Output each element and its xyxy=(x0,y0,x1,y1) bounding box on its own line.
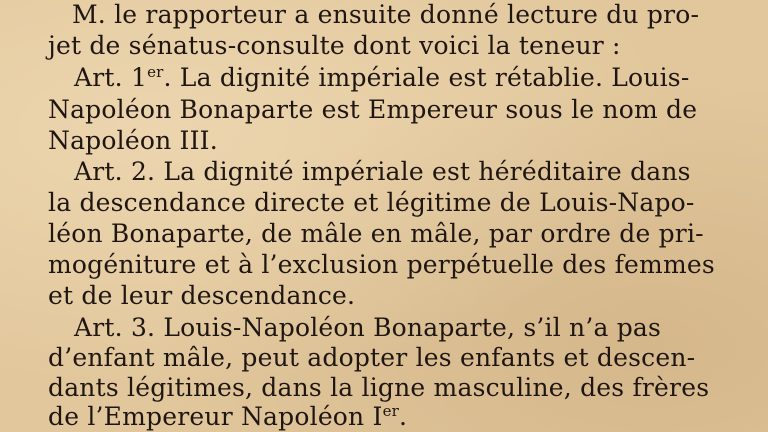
text-line-7 xyxy=(48,188,695,218)
text-line-6 xyxy=(74,157,691,187)
text-line-3 xyxy=(74,63,689,93)
text-line-9 xyxy=(48,250,715,280)
superscript: er xyxy=(147,63,164,81)
line-text-continued: . xyxy=(399,402,408,431)
line-text: Art. 1 xyxy=(74,63,148,92)
superscript: er xyxy=(382,402,400,420)
line-text: Art. 2. La dignité impériale est héréditaire dans xyxy=(74,157,691,186)
line-text-continued: . La dignité impériale est rétablie. Louis- xyxy=(163,63,690,92)
line-text: M. le rapporteur a ensuite donné lecture du pro- xyxy=(72,0,700,29)
text-line-4 xyxy=(48,95,697,125)
line-text: et de leur descendance. xyxy=(48,281,356,310)
text-line-14 xyxy=(48,402,407,432)
text-line-2 xyxy=(48,31,621,61)
line-text: d’enfant mâle, peut adopter les enfants et descen- xyxy=(48,343,696,372)
text-line-13 xyxy=(48,373,709,403)
line-text: mogéniture et à l’exclusion perpétuelle des femmes xyxy=(48,250,715,279)
line-text: dants légitimes, dans la ligne masculine, des frères xyxy=(48,373,710,402)
line-text: Napoléon III. xyxy=(48,126,218,155)
text-line-12 xyxy=(48,343,695,373)
line-text: léon Bonaparte, de mâle en mâle, par ordre de pri- xyxy=(48,219,704,248)
line-text: jet de sénatus-consulte dont voici la teneur : xyxy=(48,31,621,60)
text-line-10 xyxy=(48,281,355,311)
line-text: de l’Empereur Napoléon I xyxy=(48,402,383,431)
text-line-1 xyxy=(72,0,699,30)
text-line-5 xyxy=(48,126,218,156)
line-text: Art. 3. Louis-Napoléon Bonaparte, s’il n’a pas xyxy=(74,313,662,342)
line-text: Napoléon Bonaparte est Empereur sous le nom de xyxy=(48,95,698,124)
line-text: la descendance directe et légitime de Louis-Napo- xyxy=(48,188,695,217)
text-line-8 xyxy=(48,219,704,249)
text-line-11 xyxy=(74,313,661,343)
